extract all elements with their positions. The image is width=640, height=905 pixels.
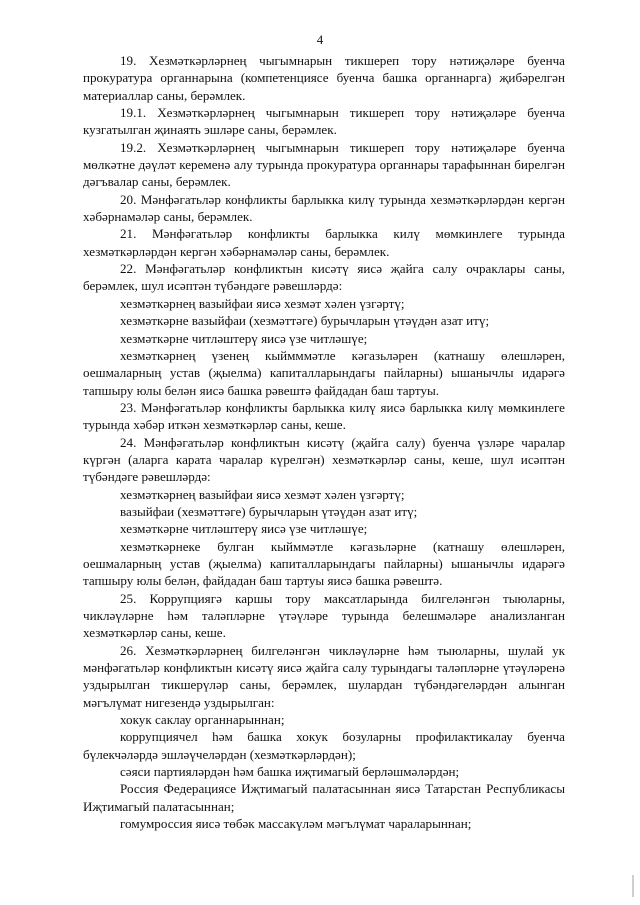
list-item: сәяси партияләрдән һәм башка иҗтимагый берләшмәләрдән;: [120, 764, 460, 780]
list-item: Россия Федерациясе Иҗтимагый палатасыннан яисә Татарстан Республикасы Иҗтимагый палатасыннан;: [83, 781, 565, 814]
list-item: хезмәткәрне читләштерү яисә үзе читләшүе;: [120, 330, 368, 346]
list-item: хезмәткәрнең вазыйфаи яисә хезмәт хәлен үзгәртү;: [120, 295, 405, 311]
paragraph-20: 20. Мәнфәгатьләр конфликты барлыкка килү турында хезмәткәрләрдән кергән хәбәрнамәләр саны, берәмлек.: [83, 191, 565, 225]
list-item: хезмәткәрнеке булган кыйммәтле кәгазьләрне (катнашу өлешләрен, оешмаларның устав (җыелма) капиталларындагы пайларны) ышанычлы идарәгә тапшыру юлы белән, файдадан баш тартуы яисә башка рәвештә.: [83, 538, 565, 589]
paragraph-25: 25. Коррупциягә каршы тору максатларында билгеләнгән тыюларны, чикләүләрне һәм таләпләрне үтәүләре турында белешмәләре анализланган хезмәткәрләр саны, кеше.: [83, 590, 565, 641]
page-number: 4: [316, 32, 324, 47]
paragraph-23: 23. Мәнфәгатьләр конфликты барлыкка килү яисә барлыкка килү мөмкинлеге турында хәбәр иткән хезмәткәрләр саны, кеше.: [83, 399, 565, 433]
paragraph-21: 21. Мәнфәгатьләр конфликты барлыкка килү мөмкинлеге турында хезмәткәрләрдән кергән хәбәрнамәләр саны, берәмлек.: [83, 226, 565, 259]
list-item: хокук саклау органнарыннан;: [120, 712, 285, 728]
document-body: [83, 52, 565, 832]
paragraph-26: 26. Хезмәткәрләрнең билгеләнгән чикләүләрне һәм тыюларны, шулай ук мәнфәгатьләр конфликтын кисәтү яисә җайга салу турындагы таләпләрне үтәүләренә уздырылган тикшерүләр саны, берәмлек, шулардан түбәндәгеләрдән алынган мәгълүмат нигезендә уздырылган:: [83, 642, 565, 710]
list-item: хезмәткәрнең вазыйфаи яисә хезмәт хәлен үзгәртү;: [120, 486, 405, 502]
list-item: хезмәткәрне читләштерү яисә үзе читләшүе;: [120, 521, 368, 537]
list-item: хезмәткәрне вазыйфаи (хезмәттәге) бурычларын үтәүдән азат итү;: [120, 313, 490, 329]
paragraph-19-2: 19.2. Хезмәткәрләрнең чыгымнарын тикшереп тору нәтиҗәләре буенча мөлкәтне дәүләт кеременә алу турында прокуратура органнары тарафыннан бирелгән дәгъвалар саны, берәмлек.: [83, 139, 565, 190]
list-item: гомумроссия яисә төбәк массакүләм мәгълүмат чараларыннан;: [120, 816, 472, 832]
scan-edge-mark: [632, 875, 634, 897]
paragraph-24: 24. Мәнфәгатьләр конфликтын кисәтү (җайга салу) буенча үзләре чаралар күргән (аларга карата чаралар күрелгән) хезмәткәрләр саны, кеше, шул исәптән түбәндәге рәвешләрдә:: [83, 434, 565, 485]
list-item: коррупциячел һәм башка хокук бозуларны профилактикалау буенча бүлекчәләрдә эшләүчеләрдән (хезмәткәрләрдән);: [83, 729, 565, 762]
paragraph-22: 22. Мәнфәгатьләр конфликтын кисәтү яисә җайга салу очраклары саны, берәмлек, шул исәптән түбәндәге рәвешләрдә:: [83, 261, 565, 294]
list-item: вазыйфаи (хезмәттәге) бурычларын үтәүдән азат итү;: [120, 503, 418, 519]
list-item: хезмәткәрнең үзенең кыймммәтле кәгазьләрен (катнашу өлешләрен, оешмаларның устав (җыелма) капиталларындагы пайларны) ышанычлы идарәгә тапшыру юлы белән яисә башка рәвештә файдадан баш тартуы.: [83, 347, 565, 398]
paragraph-19: 19. Хезмәткәрләрнең чыгымнарын тикшереп тору нәтиҗәләре буенча прокуратура органнарына (компетенциясе буенча башка органнарга) җибәрелгән материаллар саны, берәмлек.: [83, 53, 565, 103]
paragraph-19-1: 19.1. Хезмәткәрләрнең чыгымнарын тикшереп тору нәтиҗәләре буенча кузгатылган җинаять эшләре саны, берәмлек.: [83, 105, 565, 138]
